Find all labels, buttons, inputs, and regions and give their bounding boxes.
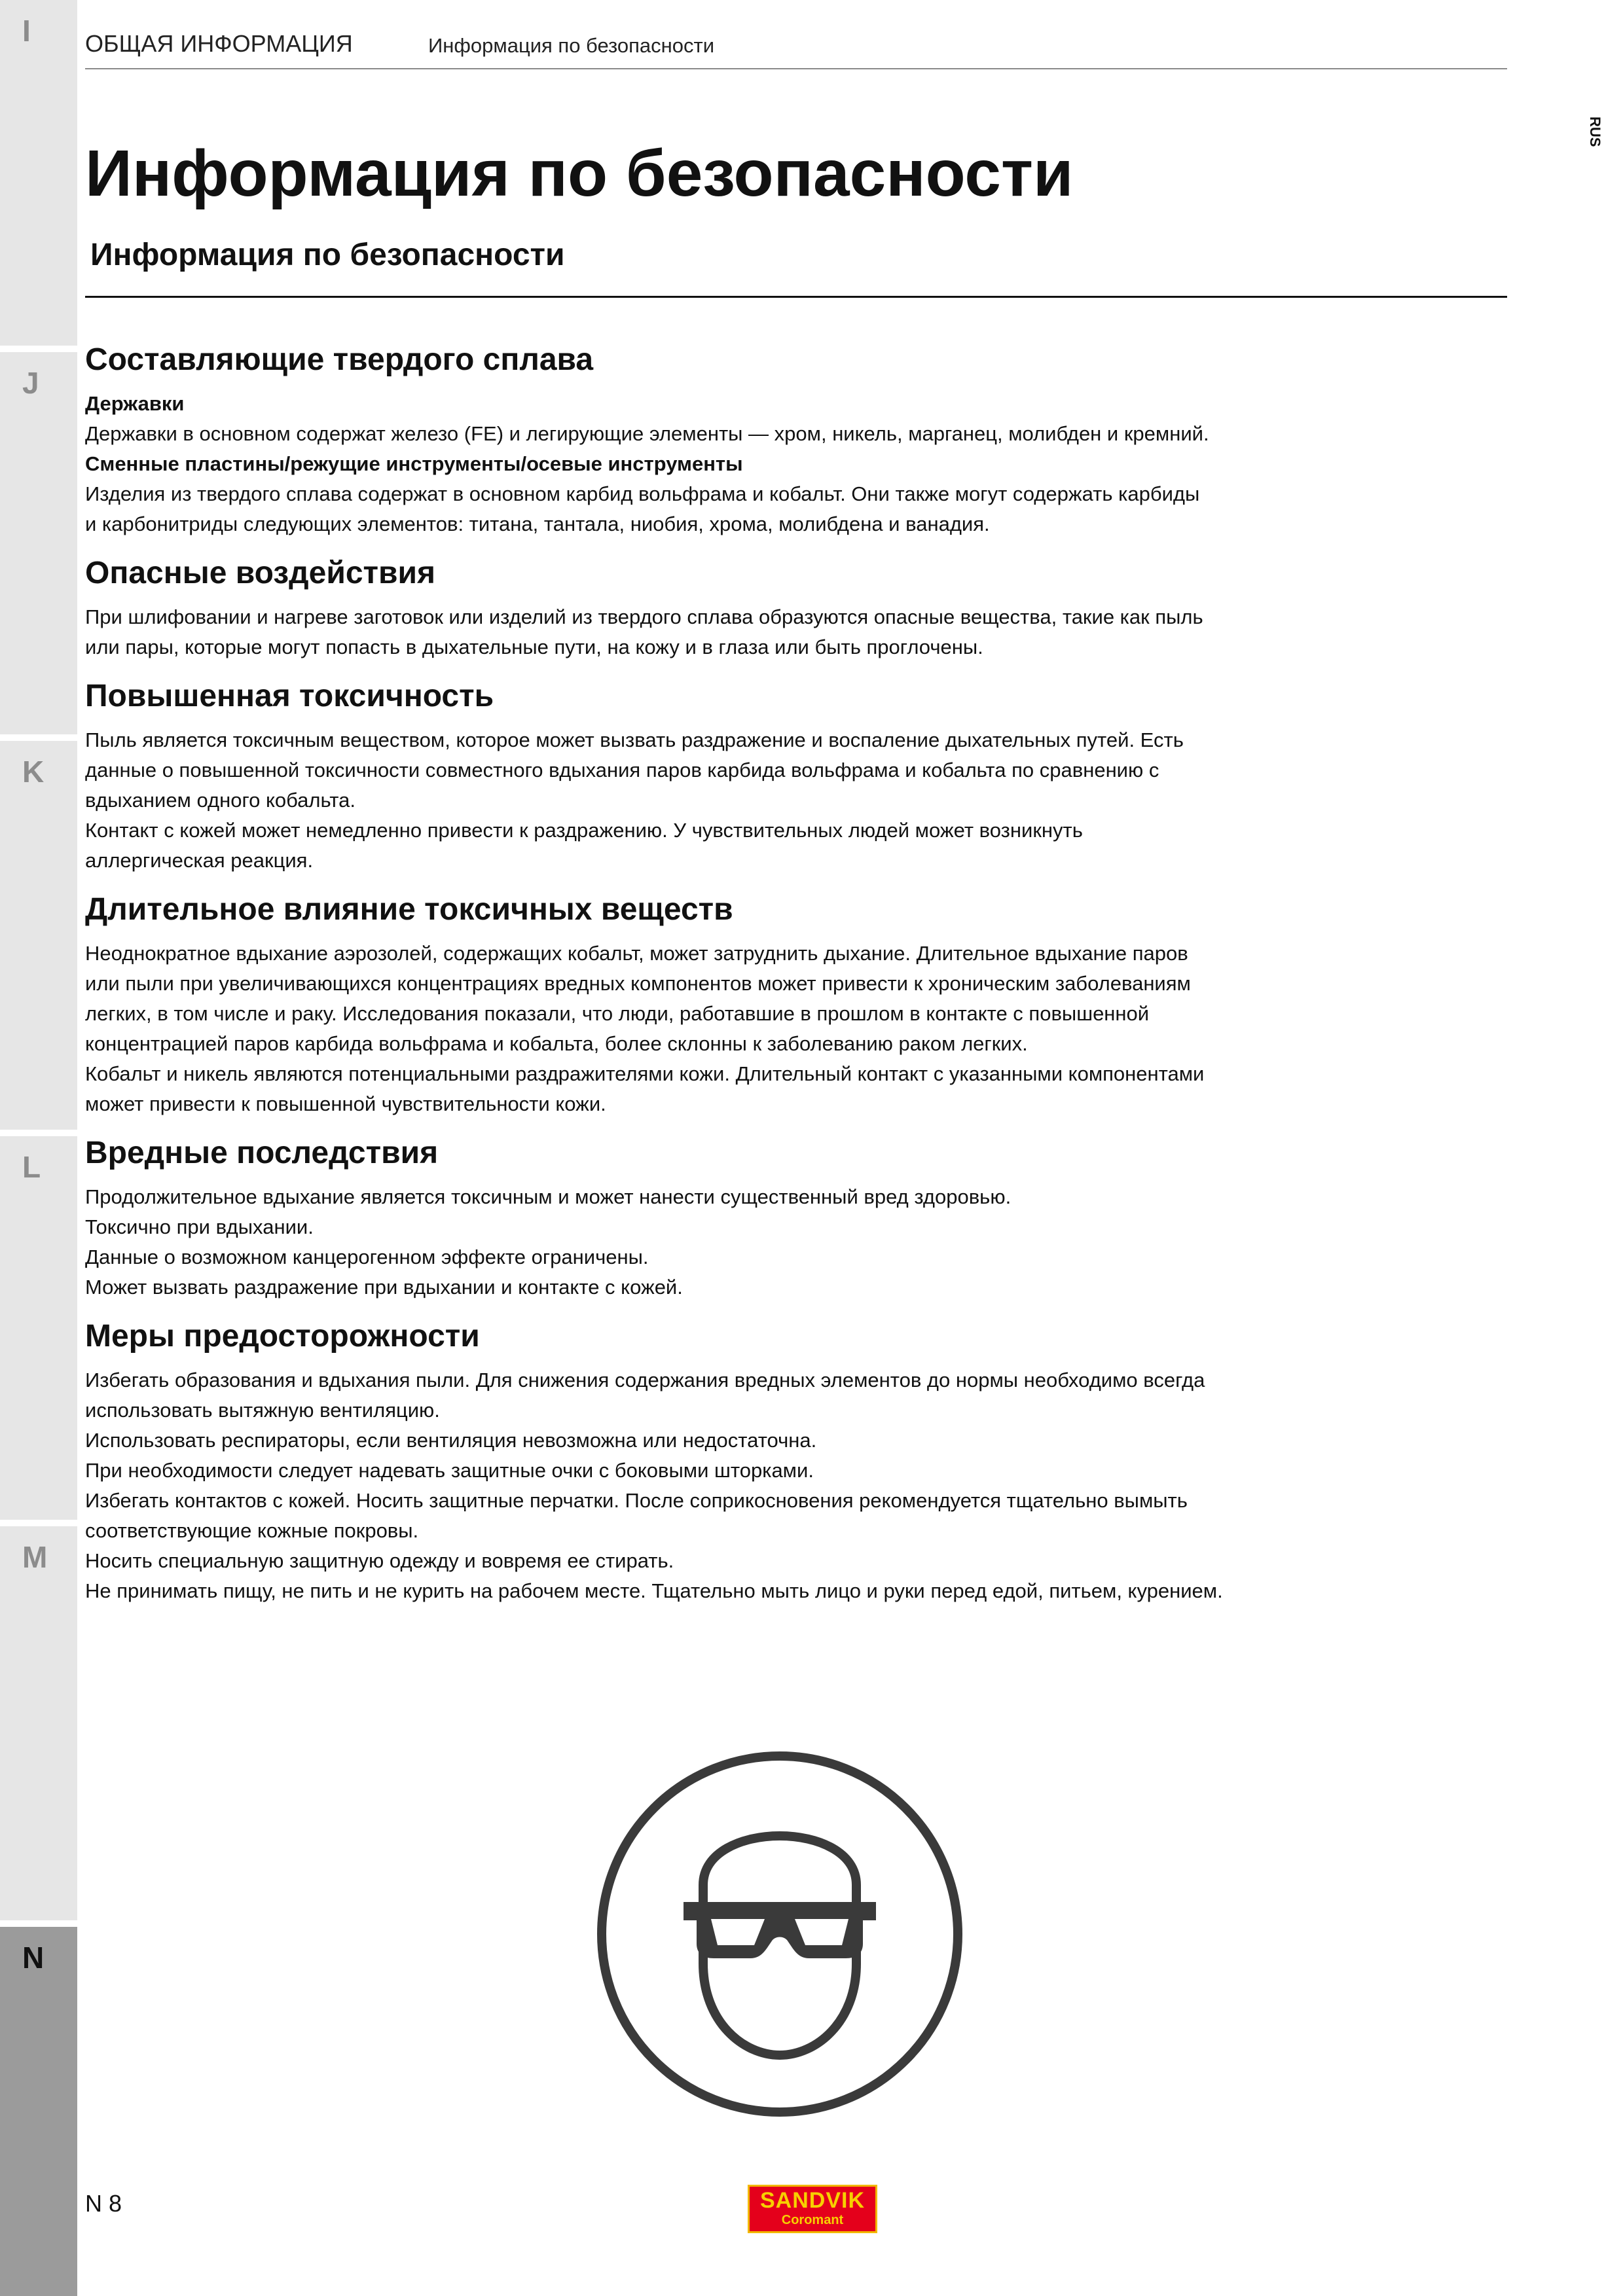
tab-j[interactable]	[0, 352, 77, 734]
body-text-line: Носить специальную защитную одежду и вовремя ее стирать.	[85, 1549, 674, 1572]
content-section	[85, 1317, 1368, 1606]
section-heading: Опасные воздействия	[85, 556, 436, 590]
body-text-line: или пыли при увеличивающихся концентрациях вредных компонентов может привести к хроническим заболеваниям	[85, 972, 1191, 995]
body-text-line: При шлифовании и нагреве заготовок или изделий из твердого сплава образуются опасные вещества, такие как пыль	[85, 605, 1203, 628]
body-text-line: Использовать респираторы, если вентиляция невозможна или недостаточна.	[85, 1429, 817, 1452]
body-text-line: аллергическая реакция.	[85, 849, 314, 872]
section-heading: Повышенная токсичность	[85, 679, 494, 713]
body-text-line: вдыханием одного кобальта.	[85, 789, 356, 812]
body-text-line: Кобальт и никель являются потенциальными раздражителями кожи. Длительный контакт с указанными компонентами	[85, 1062, 1205, 1085]
body-text-line: данные о повышенной токсичности совместного вдыхания паров карбида вольфрама и кобальта по сравнению с	[85, 759, 1159, 781]
content-section	[85, 554, 1368, 662]
content-section	[85, 340, 1368, 539]
page-title: Информация по безопасности	[85, 137, 1074, 210]
page-subtitle: Информация по безопасности	[90, 238, 565, 272]
tab-letter: K	[22, 755, 45, 789]
language-marker: RUS	[1587, 117, 1603, 147]
header-section: ОБЩАЯ ИНФОРМАЦИЯ	[85, 30, 353, 57]
tab-l[interactable]	[0, 1136, 77, 1520]
sandvik-coromant-logo	[748, 2185, 877, 2233]
tab-letter: J	[22, 366, 39, 400]
running-header	[85, 30, 1507, 69]
section-heading: Вредные последствия	[85, 1136, 439, 1170]
content-section	[85, 890, 1368, 1119]
body-text-line: Может вызвать раздражение при вдыхании и контакте с кожей.	[85, 1276, 683, 1299]
content-section	[85, 677, 1368, 876]
tab-letter: N	[22, 1941, 45, 1975]
body-text-line: Избегать контактов с кожей. Носить защитные перчатки. После соприкосновения рекомендуется тщательно вымыть	[85, 1489, 1188, 1512]
body-text-line: может привести к повышенной чувствительности кожи.	[85, 1092, 606, 1115]
tab-letter: M	[22, 1540, 48, 1574]
subsection-heading: Державки	[85, 392, 185, 415]
main-content	[85, 340, 1368, 1621]
body-text-line: концентрацией паров карбида вольфрама и кобальта, более склонны к заболеванию раком легких.	[85, 1032, 1028, 1055]
section-heading: Длительное влияние токсичных веществ	[85, 892, 733, 927]
body-text-line: Державки в основном содержат железо (FE) и легирующие элементы — хром, никель, марганец, молибден и кремний.	[85, 422, 1209, 445]
subsection-heading: Сменные пластины/режущие инструменты/осевые инструменты	[85, 452, 743, 475]
body-text-line: и карбонитриды следующих элементов: титана, тантала, ниобия, хрома, молибдена и ванадия.	[85, 512, 990, 535]
body-text-line: соответствующие кожные покровы.	[85, 1519, 419, 1542]
body-text-line: Контакт с кожей может немедленно привести к раздражению. У чувствительных людей может возникнуть	[85, 819, 1083, 842]
body-text-line: Изделия из твердого сплава содержат в основном карбид вольфрама и кобальт. Они также могут содержать карбиды	[85, 482, 1200, 505]
body-text-line: легких, в том числе и раку. Исследования показали, что люди, работавшие в прошлом в контакте с повышенной	[85, 1002, 1150, 1025]
title-divider	[85, 296, 1507, 298]
body-text-line: Данные о возможном канцерогенном эффекте ограничены.	[85, 1246, 649, 1268]
body-text-line: При необходимости следует надевать защитные очки с боковыми шторками.	[85, 1459, 814, 1482]
header-subsection: Информация по безопасности	[428, 34, 715, 57]
body-text-line: Пыль является токсичным веществом, которое может вызвать раздражение и воспаление дыхательных путей. Есть	[85, 728, 1184, 751]
body-text-line: использовать вытяжную вентиляцию.	[85, 1399, 440, 1422]
tab-i[interactable]	[0, 0, 77, 346]
tab-letter: L	[22, 1150, 41, 1184]
tab-n[interactable]	[0, 1927, 77, 2296]
body-text-line: Продолжительное вдыхание является токсичным и может нанести существенный вред здоровью.	[85, 1185, 1012, 1208]
body-text-line: Не принимать пищу, не пить и не курить на рабочем месте. Тщательно мыть лицо и руки перед едой, питьем, курением.	[85, 1579, 1223, 1602]
section-heading: Составляющие твердого сплава	[85, 342, 594, 377]
logo-sub: Coromant	[781, 2213, 844, 2227]
body-text-line: Токсично при вдыхании.	[85, 1215, 314, 1238]
content-section	[85, 1134, 1368, 1302]
section-heading: Меры предосторожности	[85, 1319, 480, 1354]
tab-m[interactable]	[0, 1526, 77, 1920]
tab-letter: I	[22, 14, 31, 48]
body-text-line: или пары, которые могут попасть в дыхательные пути, на кожу и в глаза или быть проглочены.	[85, 636, 983, 658]
page-number: N 8	[85, 2190, 122, 2217]
safety-goggles-icon	[593, 1748, 966, 2121]
logo-brand: SANDVIK	[759, 2188, 866, 2213]
body-text-line: Неоднократное вдыхание аэрозолей, содержащих кобальт, может затруднить дыхание. Длительное вдыхание паров	[85, 942, 1188, 965]
body-text-line: Избегать образования и вдыхания пыли. Для снижения содержания вредных элементов до нормы необходимо всегда	[85, 1369, 1205, 1391]
tab-k[interactable]	[0, 741, 77, 1130]
